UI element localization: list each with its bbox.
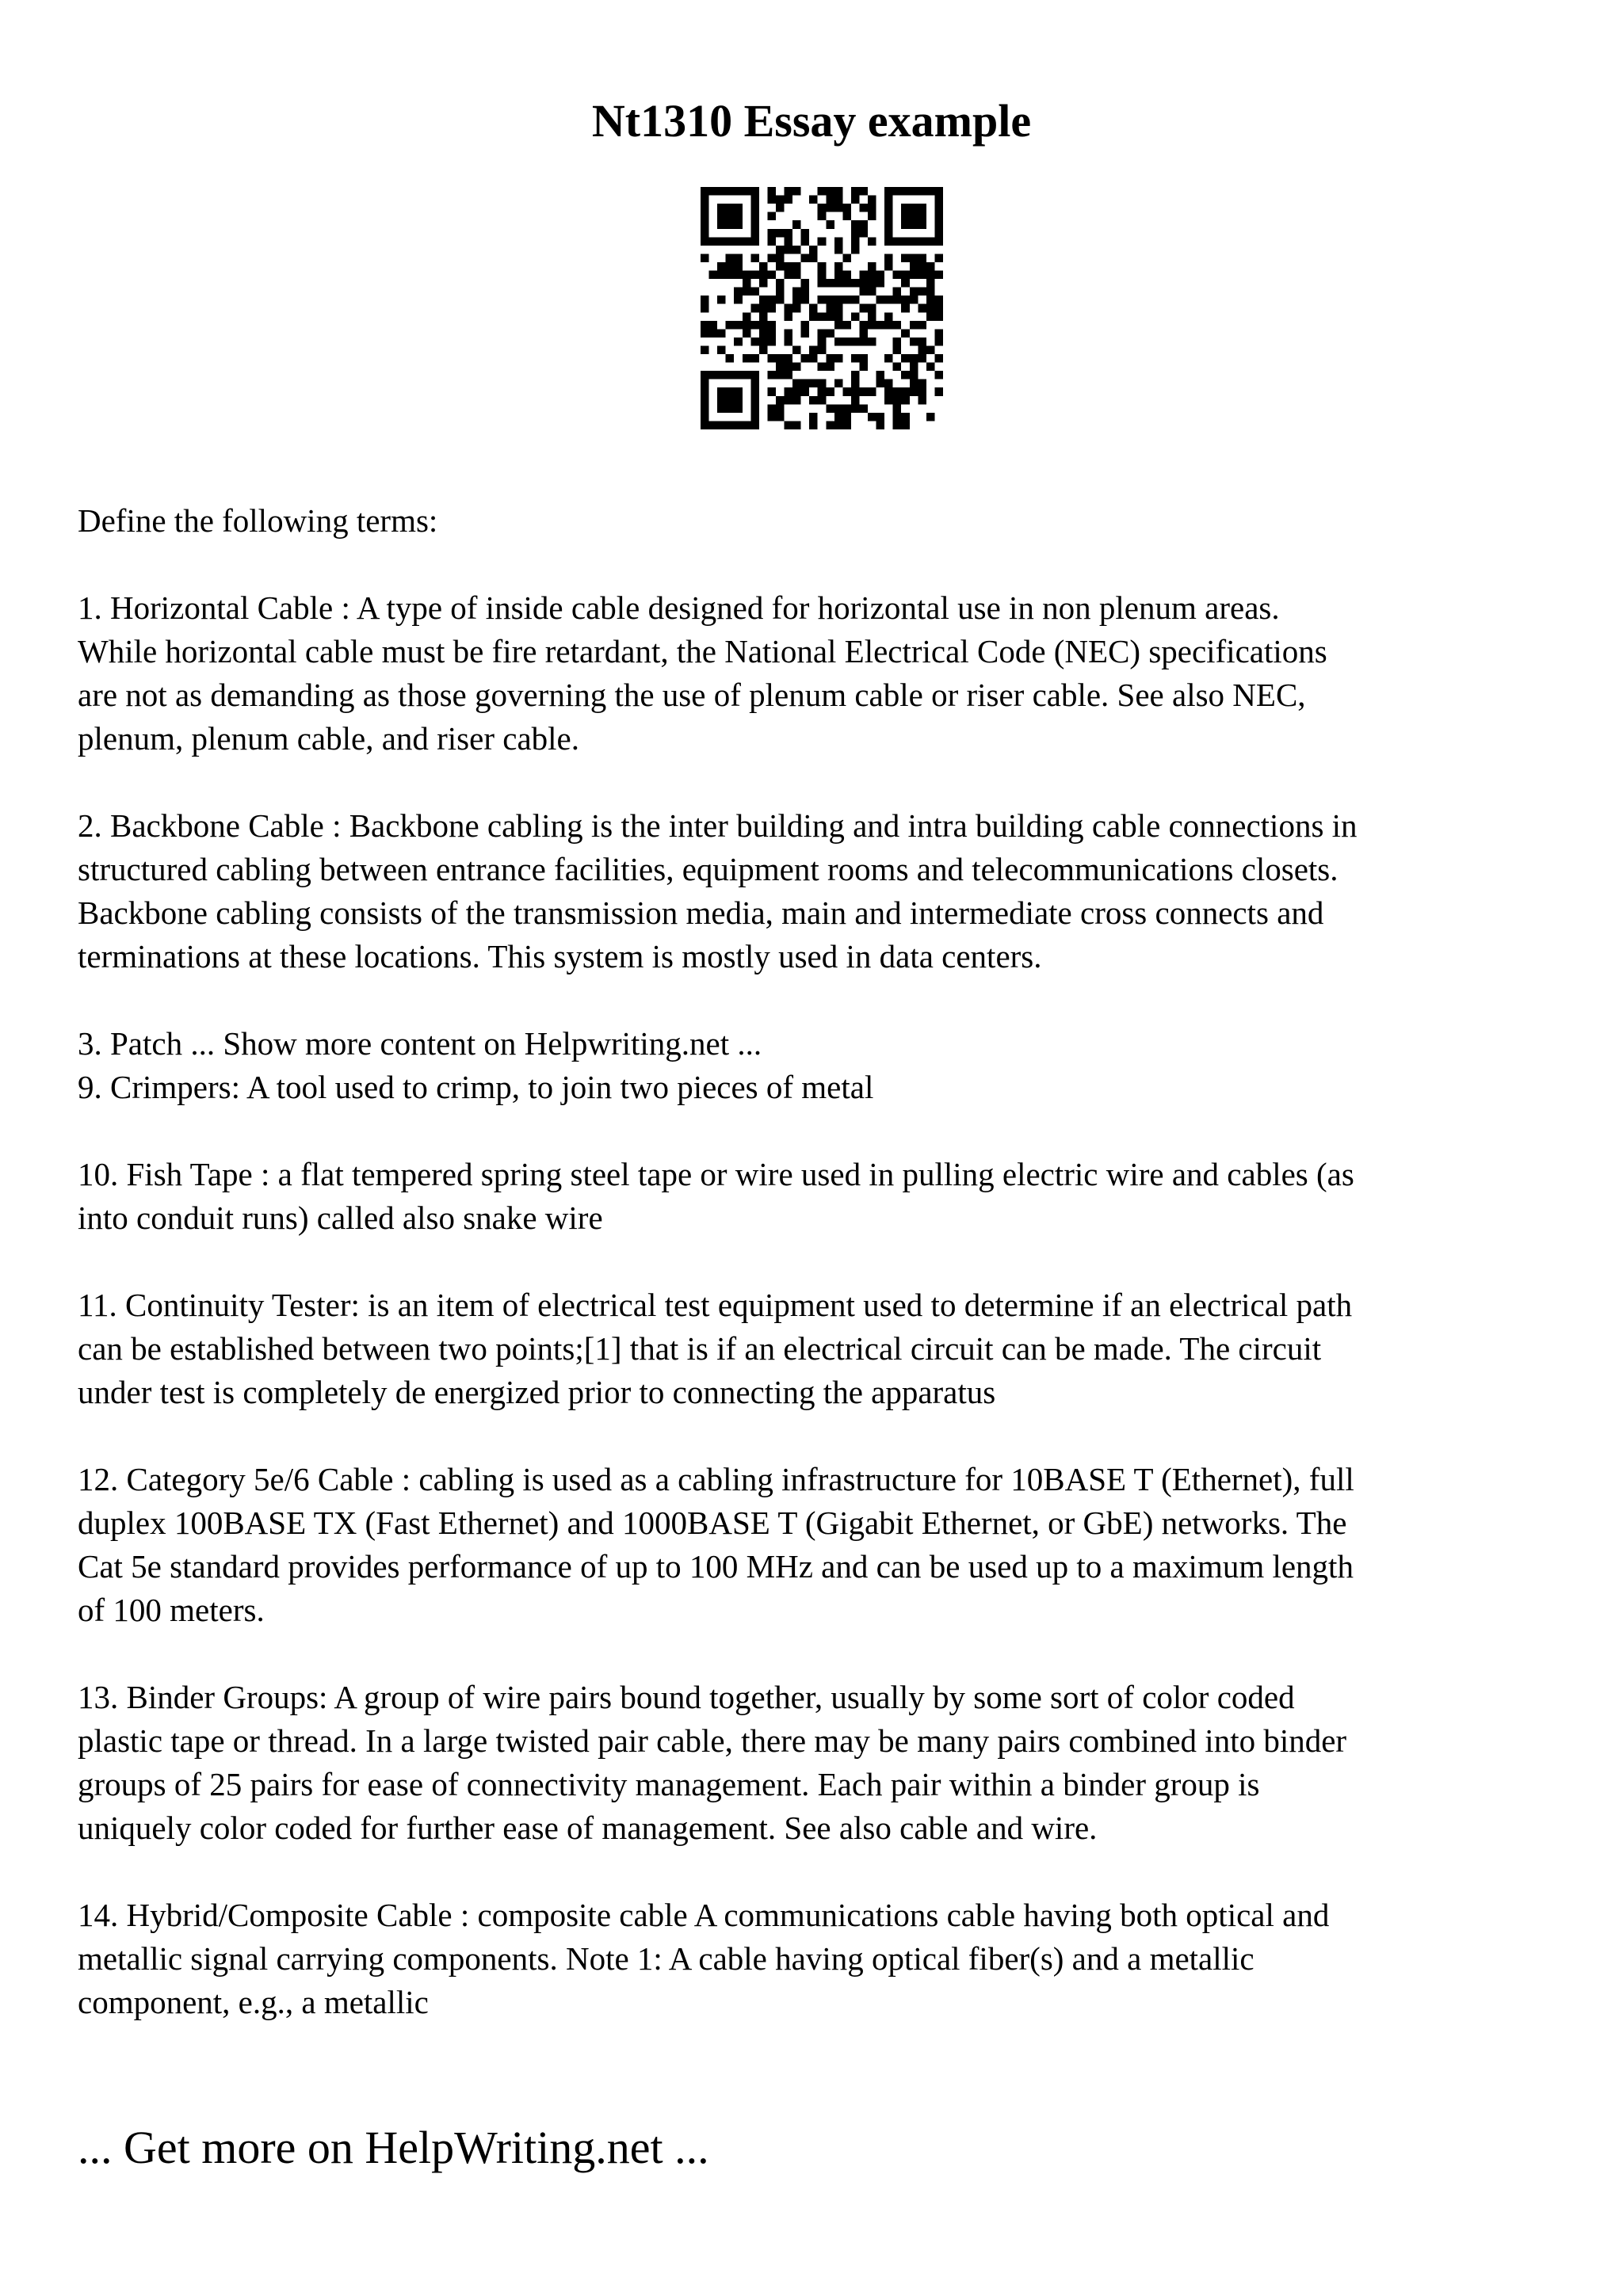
paragraph-line: Cat 5e standard provides performance of up to 100 MHz and can be used up to a maximum length xyxy=(78,1548,1354,1585)
paragraph-line: plenum, plenum cable, and riser cable. xyxy=(78,720,579,757)
paragraph-line: 3. Patch ... Show more content on Helpwriting.net ... xyxy=(78,1025,762,1062)
term-paragraph xyxy=(78,1458,1552,1632)
term-list xyxy=(78,586,1552,2024)
paragraph-line: terminations at these locations. This system is mostly used in data centers. xyxy=(78,938,1042,974)
paragraph-line: plastic tape or thread. In a large twisted pair cable, there may be many pairs combined into binder xyxy=(78,1722,1347,1759)
paragraph-line: 9. Crimpers: A tool used to crimp, to join two pieces of metal xyxy=(78,1069,874,1105)
paragraph-line: duplex 100BASE TX (Fast Ethernet) and 1000BASE T (Gigabit Ethernet, or GbE) networks. The xyxy=(78,1505,1347,1541)
term-paragraph xyxy=(78,1283,1552,1414)
term-paragraph xyxy=(78,1894,1552,2024)
paragraph-line: 14. Hybrid/Composite Cable : composite cable A communications cable having both optical and xyxy=(78,1897,1330,1933)
term-paragraph xyxy=(78,1022,1552,1109)
term-paragraph xyxy=(78,586,1552,761)
paragraph-line: Backbone cabling consists of the transmission media, main and intermediate cross connects and xyxy=(78,894,1324,931)
intro-text: Define the following terms: xyxy=(78,502,438,539)
paragraph-line: of 100 meters. xyxy=(78,1592,265,1628)
paragraph-line: are not as demanding as those governing the use of plenum cable or riser cable. See also NEC, xyxy=(78,677,1306,713)
document-body xyxy=(78,499,1552,2024)
qr-code-icon xyxy=(701,187,943,429)
paragraph-line: into conduit runs) called also snake wire xyxy=(78,1199,603,1236)
paragraph-line: can be established between two points;[1] that is if an electrical circuit can be made. The circuit xyxy=(78,1330,1322,1367)
paragraph-line: 12. Category 5e/6 Cable : cabling is used as a cabling infrastructure for 10BASE T (Ethernet), full xyxy=(78,1461,1354,1497)
paragraph-line: groups of 25 pairs for ease of connectivity management. Each pair within a binder group is xyxy=(78,1766,1260,1802)
paragraph-line: uniquely color coded for further ease of management. See also cable and wire. xyxy=(78,1810,1098,1846)
more-link[interactable]: ... Get more on HelpWriting.net ... xyxy=(78,2122,709,2173)
paragraph-line: 2. Backbone Cable : Backbone cabling is the inter building and intra building cable connections in xyxy=(78,807,1358,844)
term-paragraph xyxy=(78,1676,1552,1850)
paragraph-line: component, e.g., a metallic xyxy=(78,1984,429,2020)
paragraph-line: under test is completely de energized prior to connecting the apparatus xyxy=(78,1374,996,1410)
paragraph-line: 13. Binder Groups: A group of wire pairs bound together, usually by some sort of color coded xyxy=(78,1679,1295,1715)
paragraph-line: metallic signal carrying components. Note 1: A cable having optical fiber(s) and a metallic xyxy=(78,1940,1254,1977)
paragraph-line: 11. Continuity Tester: is an item of electrical test equipment used to determine if an electrical path xyxy=(78,1287,1353,1323)
paragraph-line: While horizontal cable must be fire retardant, the National Electrical Code (NEC) specifications xyxy=(78,633,1327,669)
paragraph-line: 1. Horizontal Cable : A type of inside cable designed for horizontal use in non plenum areas. xyxy=(78,589,1280,626)
paragraph-line: 10. Fish Tape : a flat tempered spring steel tape or wire used in pulling electric wire and cables (as xyxy=(78,1156,1354,1192)
term-paragraph xyxy=(78,804,1552,978)
term-paragraph xyxy=(78,1153,1552,1240)
paragraph-line: structured cabling between entrance facilities, equipment rooms and telecommunications closets. xyxy=(78,851,1338,887)
document-title: Nt1310 Essay example xyxy=(591,95,1032,147)
